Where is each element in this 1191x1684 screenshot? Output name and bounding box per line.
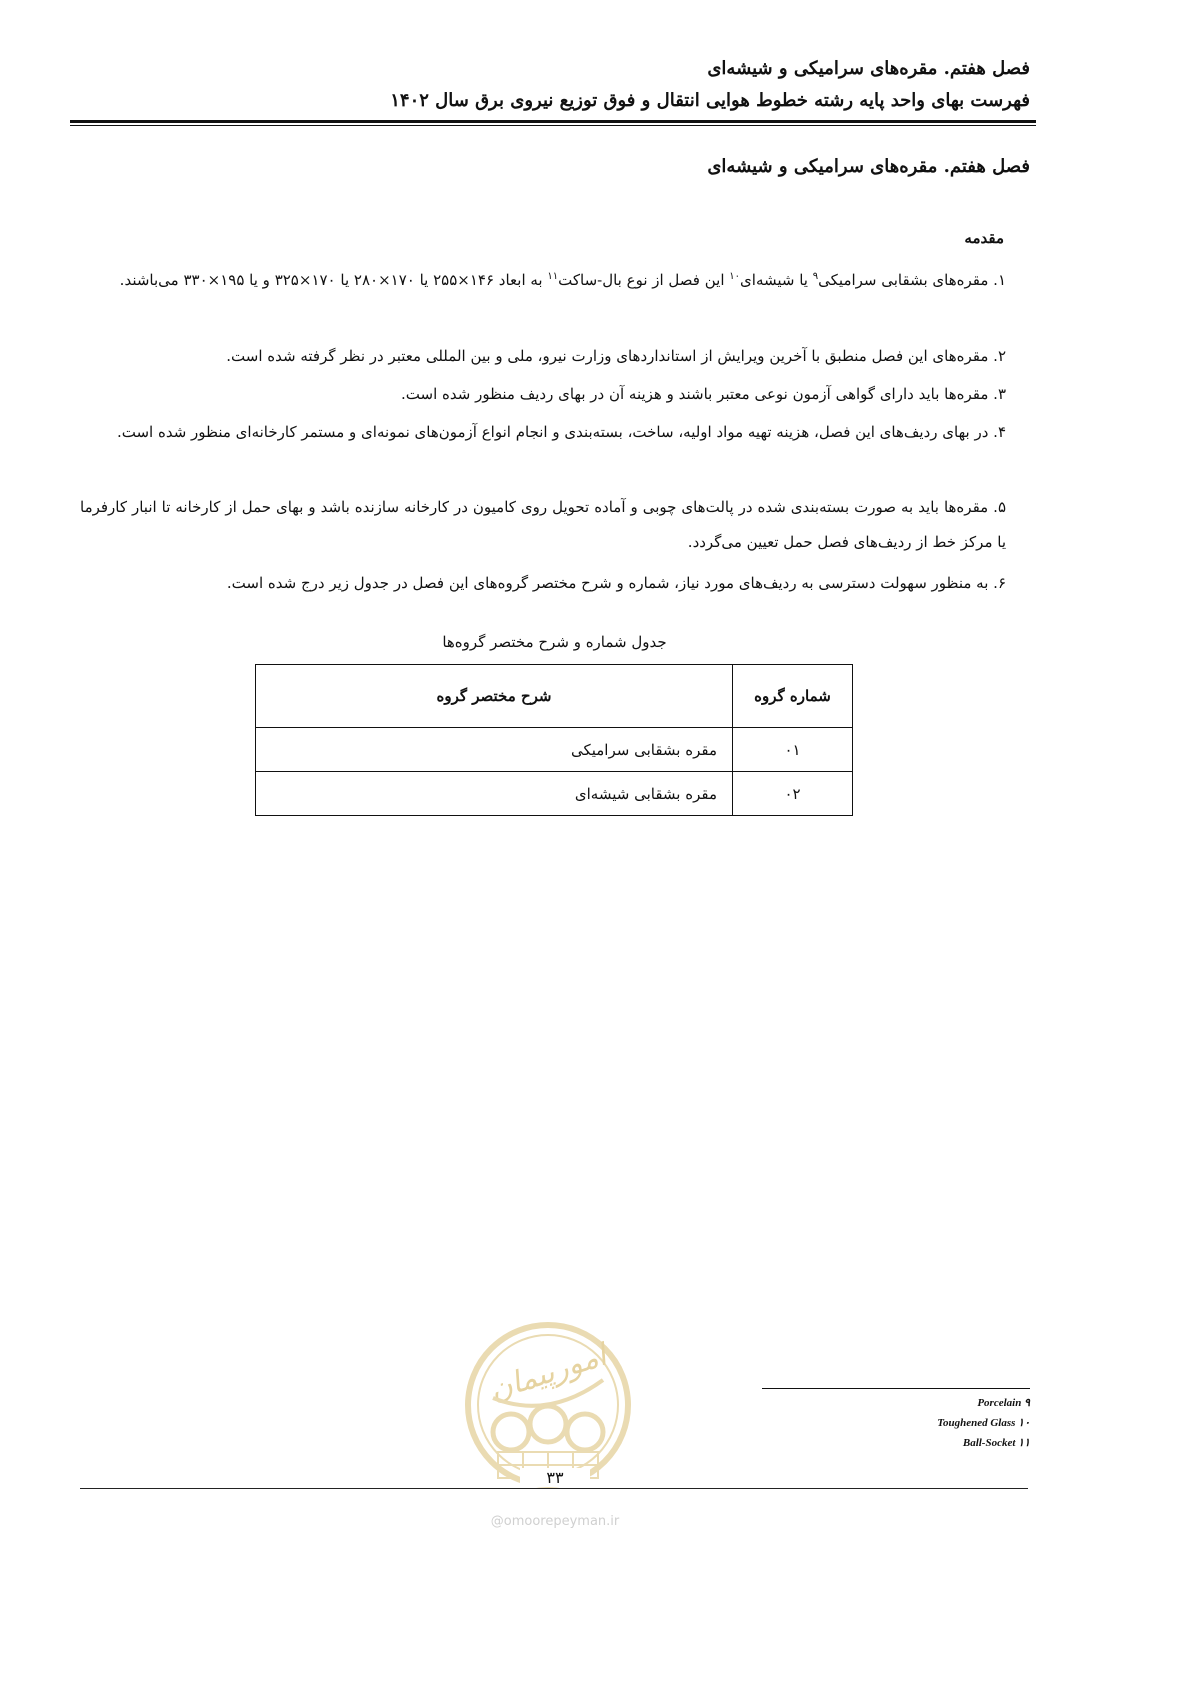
header-group-description: شرح مختصر گروه [256, 665, 733, 728]
header-group-number: شماره گروه [733, 665, 853, 728]
footnote-ref-11: ۱۱ [547, 271, 559, 282]
paragraph-5: ۵. مقره‌ها باید به صورت بسته‌بندی شده در پالت‌های چوبی و آماده تحویل روی کامیون در کارخانه سازنده باشد و بهای حمل از کارخانه تا انبار کارفرما یا مرکز خط از ردیف‌های فصل حمل تعیین می‌گردد. [80, 498, 1006, 551]
watermark-logo [463, 1320, 633, 1490]
group-number-cell: ۰۱ [733, 728, 853, 772]
footnote-ref-10: ۱۰ [729, 271, 741, 282]
footnote-9: ۹ Porcelain [977, 1397, 1030, 1409]
table-header-row [256, 665, 853, 728]
footnote-ref-9: ۹ [812, 271, 819, 282]
group-description-cell: مقره بشقابی سرامیکی [256, 728, 733, 772]
running-header-chapter: فصل هفتم. مقره‌های سرامیکی و شیشه‌ای [707, 58, 1030, 79]
paragraph-2: ۲. مقره‌های این فصل منطبق با آخرین ویرایش از استانداردهای وزارت نیرو، ملی و بین المللی معتبر در نظر گرفته شده است. [226, 347, 1006, 365]
table-row [256, 772, 853, 816]
footer-rule [80, 1488, 1028, 1489]
running-header-title: فهرست بهای واحد پایه رشته خطوط هوایی انتقال و فوق توزیع نیروی برق سال ۱۴۰۲ [390, 90, 1030, 111]
header-rule-thick [70, 120, 1036, 123]
paragraph-4: ۴. در بهای ردیف‌های این فصل، هزینه تهیه مواد اولیه، ساخت، بسته‌بندی و انجام انواع آزمون‌های نمونه‌ای و مستمر کارخانه‌ای منظور شده است. [116, 423, 1006, 441]
table-caption: جدول شماره و شرح مختصر گروه‌ها [442, 633, 667, 651]
svg-text:امورپیمان: امورپیمان [485, 1337, 611, 1409]
footnote-rule [762, 1388, 1030, 1389]
intro-heading: مقدمه [964, 229, 1004, 247]
watermark-website: @omoorepeyman.ir [490, 1514, 620, 1529]
header-rule-thin [70, 125, 1036, 126]
group-description-cell: مقره بشقابی شیشه‌ای [256, 772, 733, 816]
paragraph-1: ۱. مقره‌های بشقابی سرامیکی$^۹$ یا شیشه‌ای$^{۱۰}$ این فصل از نوع بال-ساکت$^{۱۱}$ به ابعاد ۱۴۶×۲۵۵ یا ۱۷۰×۲۸۰ یا ۱۷۰×۳۲۵ و یا ۱۹۵×۳۳۰ می‌باشند. [119, 271, 1006, 289]
section-title: فصل هفتم. مقره‌های سرامیکی و شیشه‌ای [707, 156, 1030, 177]
page-number: ۳۳ [520, 1468, 590, 1487]
table-row [256, 728, 853, 772]
groups-table [255, 664, 853, 816]
paragraph-6: ۶. به منظور سهولت دسترسی به ردیف‌های مورد نیاز، شماره و شرح مختصر گروه‌های این فصل در جدول زیر درج شده است. [226, 574, 1006, 592]
paragraph-3: ۳. مقره‌ها باید دارای گواهی آزمون نوعی معتبر باشند و هزینه آن در بهای ردیف منظور شده است. [401, 385, 1006, 403]
footnote-11: ۱۱ Ball-Socket [962, 1437, 1030, 1449]
group-number-cell: ۰۲ [733, 772, 853, 816]
footnote-10: ۱۰ Toughened Glass [937, 1417, 1030, 1429]
